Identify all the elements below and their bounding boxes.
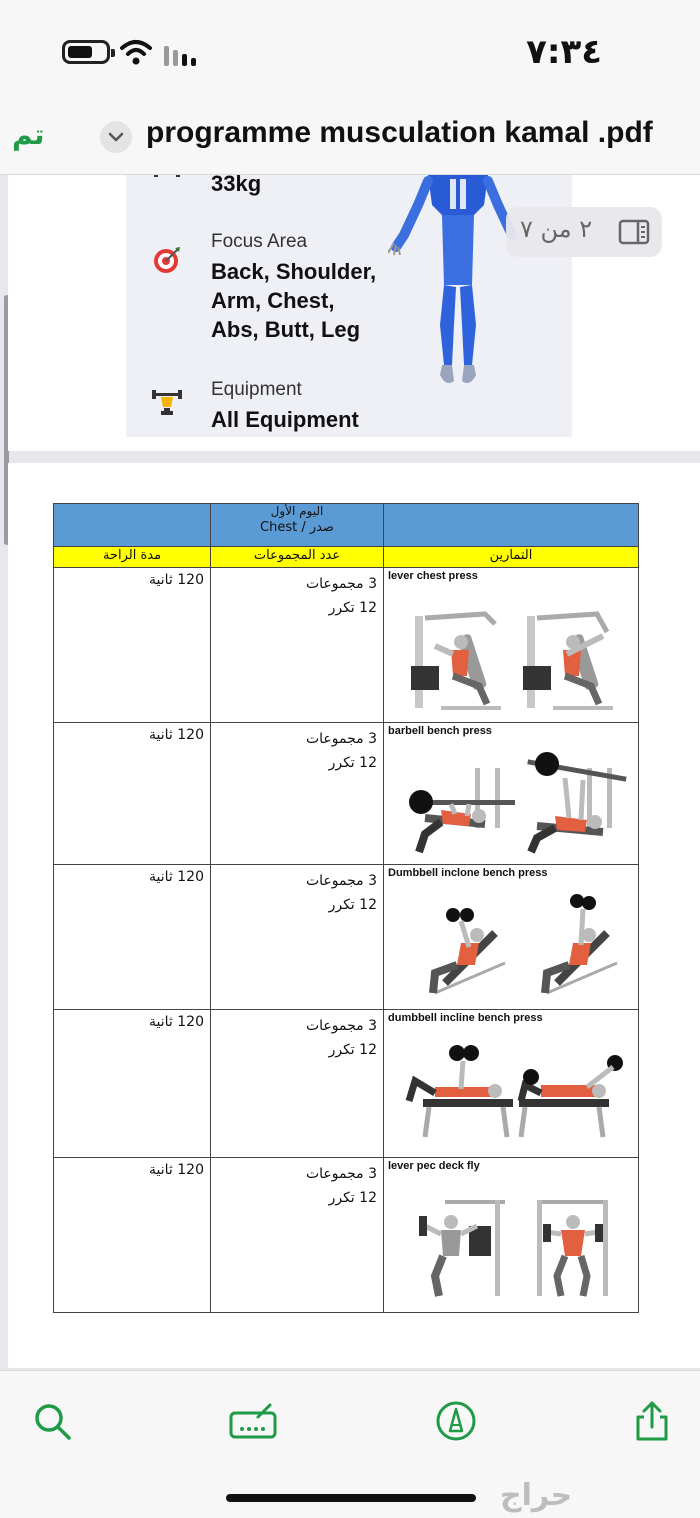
sets-value: 3 مجموعات: [305, 873, 377, 889]
focus-area-label: Focus Area: [211, 231, 308, 252]
table-row: [54, 723, 639, 865]
table-row: [54, 1158, 639, 1313]
exercise-cell: [384, 1010, 639, 1158]
rest-cell: [54, 1010, 211, 1158]
exercise-figure-image: [405, 1041, 515, 1149]
reps-value: 12 تكرر: [328, 600, 377, 616]
document-title: programme musculation kamal .pdf: [146, 116, 653, 149]
rest-cell: [54, 1158, 211, 1313]
sets-value: 3 مجموعات: [305, 576, 377, 592]
done-button[interactable]: تم: [12, 118, 45, 151]
markup-icon[interactable]: [434, 1399, 478, 1443]
search-icon[interactable]: [30, 1399, 74, 1443]
sets-value: 3 مجموعات: [305, 731, 377, 747]
weight-icon: [152, 175, 182, 183]
watermark: حراج: [500, 1478, 573, 1513]
rest-cell: [54, 865, 211, 1010]
sets-cell: [211, 568, 384, 723]
trophy-icon: [152, 387, 182, 417]
profile-card: [126, 175, 572, 437]
exercise-name: lever pec deck fly: [388, 1160, 480, 1172]
rest-value: 120 ثانية: [149, 572, 204, 588]
exercise-figure-image: [517, 606, 627, 714]
rest-value: 120 ثانية: [149, 1162, 204, 1178]
sets-cell: [211, 1158, 384, 1313]
pdf-page-2: [8, 463, 700, 1368]
rest-cell: [54, 568, 211, 723]
reps-value: 12 تكرر: [328, 755, 377, 771]
muscle-body-illustration: [388, 175, 528, 395]
workout-table: [53, 503, 639, 1313]
header-blank-cell: [384, 504, 639, 547]
target-icon: [152, 245, 182, 275]
wifi-icon: [120, 38, 152, 66]
title-menu-button[interactable]: [100, 121, 132, 153]
page-indicator-label: ٢ من ٧: [520, 215, 593, 243]
share-icon[interactable]: [630, 1399, 674, 1443]
exercise-figure-image: [517, 893, 627, 1001]
sets-cell: [211, 723, 384, 865]
exercise-illustration: [404, 1037, 628, 1149]
focus-line-2: Arm, Chest,: [211, 288, 335, 313]
exercise-figure-image: [405, 606, 515, 714]
exercise-name: Dumbbell inclone bench press: [388, 867, 548, 879]
sets-cell: [211, 865, 384, 1010]
status-bar: [0, 0, 700, 100]
exercise-figure-image: [405, 893, 515, 1001]
column-header-exercises: التمارين: [384, 547, 639, 568]
table-row: [54, 1010, 639, 1158]
clock: ٧:٣٤: [526, 32, 602, 72]
header-blank-cell: [54, 504, 211, 547]
equipment-label: Equipment: [211, 379, 302, 400]
day-title: اليوم الأول: [270, 504, 324, 518]
focus-line-1: Back, Shoulder,: [211, 259, 377, 284]
exercise-name: dumbbell incline bench press: [388, 1012, 543, 1024]
rest-cell: [54, 723, 211, 865]
reps-value: 12 تكرر: [328, 897, 377, 913]
sets-value: 3 مجموعات: [305, 1166, 377, 1182]
rest-value: 120 ثانية: [149, 869, 204, 885]
column-header-sets: عدد المجموعات: [211, 547, 384, 568]
page-indicator[interactable]: [506, 207, 662, 257]
column-header-rest: مدة الراحة: [54, 547, 211, 568]
signal-icon: [162, 42, 202, 66]
exercise-figure-image: [517, 1196, 627, 1304]
battery-icon: [62, 40, 110, 64]
exercise-name: lever chest press: [388, 570, 478, 582]
sets-value: 3 مجموعات: [305, 1018, 377, 1034]
exercise-illustration: [404, 1192, 628, 1304]
exercise-illustration: [404, 744, 628, 856]
reps-value: 12 تكرر: [328, 1042, 377, 1058]
exercise-figure-image: [517, 748, 627, 856]
weight-value: 33kg: [211, 175, 262, 196]
chevron-down-icon: [100, 121, 132, 153]
table-row: [54, 865, 639, 1010]
home-indicator[interactable]: [226, 1494, 476, 1502]
reps-value: 12 تكرر: [328, 1190, 377, 1206]
equipment-value: All Equipment: [211, 407, 359, 432]
sets-cell: [211, 1010, 384, 1158]
day-header: [211, 504, 384, 547]
exercise-cell: [384, 723, 639, 865]
keyboard-edit-icon[interactable]: [228, 1399, 278, 1443]
sidebar-toggle-icon: [618, 219, 650, 245]
exercise-cell: [384, 568, 639, 723]
pdf-viewer[interactable]: [0, 175, 700, 1370]
exercise-illustration: [404, 889, 628, 1001]
exercise-cell: [384, 1158, 639, 1313]
focus-line-3: Abs, Butt, Leg: [211, 317, 361, 342]
exercise-figure-image: [517, 1041, 627, 1149]
exercise-figure-image: [405, 748, 515, 856]
day-subtitle: صدر / Chest: [260, 520, 334, 535]
exercise-illustration: [404, 602, 628, 714]
rest-value: 120 ثانية: [149, 1014, 204, 1030]
exercise-figure-image: [405, 1196, 515, 1304]
rest-value: 120 ثانية: [149, 727, 204, 743]
exercise-cell: [384, 865, 639, 1010]
table-row: [54, 568, 639, 723]
exercise-name: barbell bench press: [388, 725, 492, 737]
